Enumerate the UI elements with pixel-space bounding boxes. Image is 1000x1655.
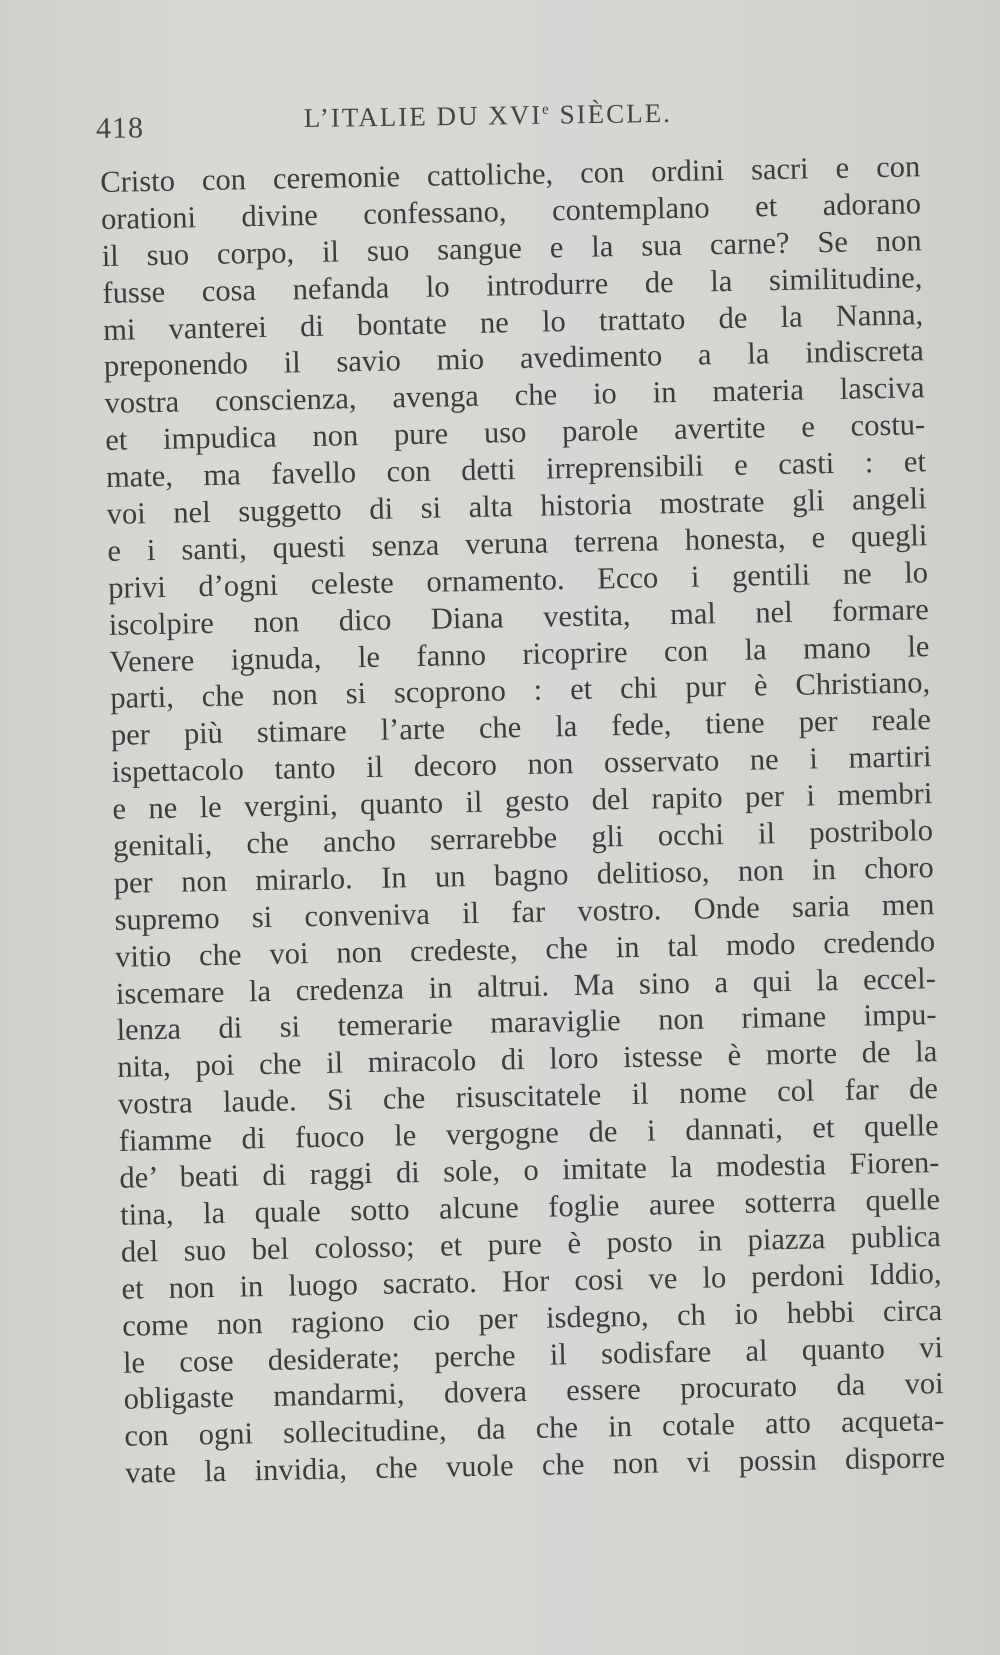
body-text (100, 148, 945, 1492)
text-line: ispettacolo tanto il decoro non osservato ne i martiri (111, 739, 932, 790)
text-line: nita, poi che il miracolo di loro istesse è morte de la (117, 1034, 938, 1085)
text-line: et non in luogo sacrato. Hor cosi ve lo perdoni Iddio, (121, 1255, 942, 1306)
text-line: privi d’ogni celeste ornamento. Ecco i gentili ne lo (107, 554, 929, 605)
text-line: Venere ignuda, le fanno ricoprire con la mano le (109, 628, 930, 679)
running-head-prefix: L’ITALIE DU XVI (303, 99, 543, 134)
text-line: vostra laude. Si che risuscitatele il nome col far de (117, 1071, 939, 1122)
text-line: lenza di si temerarie maraviglie non rimane impu- (116, 997, 937, 1048)
text-line: fusse cosa nefanda lo introdurre de la similitudine, (102, 259, 923, 310)
text-line: le cose desiderate; perche il sodisfare al quanto vi (122, 1329, 944, 1380)
text-line: per più stimare l’arte che la fede, tiene per reale (110, 702, 932, 753)
running-head-superscript: e (542, 101, 551, 118)
text-line: vate la invidia, che vuole che non vi possin disporre (124, 1440, 946, 1490)
text-line: con ogni sollecitudine, da che in cotale atto acqueta- (124, 1403, 945, 1454)
text-line: de’ beati di raggi di sole, o imitate la modestia Fioren- (119, 1145, 940, 1195)
text-line: vitio che voi non credeste, che in tal modo credendo (114, 923, 936, 974)
text-line: per non mirarlo. In un bagno delitioso, non in choro (113, 850, 934, 900)
text-line: iscemare la credenza in altrui. Ma sino a qui la eccel- (115, 960, 937, 1011)
text-line: obligaste mandarmi, dovera essere procurato da voi (123, 1366, 944, 1417)
text-line: vostra conscienza, avenga che io in materia lasciva (104, 370, 925, 421)
text-line: fiamme di fuoco le vergogne de i dannati, et quelle (118, 1108, 939, 1158)
text-line: il suo corpo, il suo sangue e la sua carne? Se non (101, 223, 922, 273)
text-line: del suo bel colosso; et pure è posto in piazza publica (120, 1218, 942, 1269)
text-line: e ne le vergini, quanto il gesto del rapito per i membri (112, 776, 933, 827)
text-line: voi nel suggetto di si alta historia mostrate gli angeli (106, 481, 927, 531)
text-line: mate, ma favello con detti irreprensibili e casti : et (105, 444, 927, 495)
text-line: supremo si conveniva il far vostro. Onde saria men (114, 886, 935, 937)
running-head (304, 98, 672, 134)
text-line: iscolpire non dico Diana vestita, mal nel formare (108, 591, 930, 642)
text-line: preponendo il savio mio avedimento a la indiscreta (103, 333, 925, 384)
running-head-suffix: SIÈCLE. (550, 97, 673, 130)
text-line: genitali, che ancho serrarebbe gli occhi il postribolo (112, 813, 934, 863)
text-line: e i santi, questi senza veruna terrena honesta, e quegli (107, 518, 928, 568)
text-line: Cristo con ceremonie cattoliche, con ordini sacri e con (100, 149, 921, 199)
page-number: 418 (95, 111, 145, 145)
page-header (92, 89, 893, 150)
text-line: tina, la quale sotto alcune foglie auree sotterra quelle (119, 1182, 941, 1232)
text-line: mi vanterei di bontate ne lo trattato de la Nanna, (102, 296, 924, 347)
text-line: orationi divine confessano, contemplano et adorano (100, 186, 922, 236)
text-line: et impudica non pure uso parole avertite e costu- (104, 407, 926, 458)
text-line: parti, che non si scoprono : et chi pur è Christiano, (109, 665, 931, 716)
text-line: come non ragiono cio per isdegno, ch io hebbi circa (121, 1292, 943, 1343)
